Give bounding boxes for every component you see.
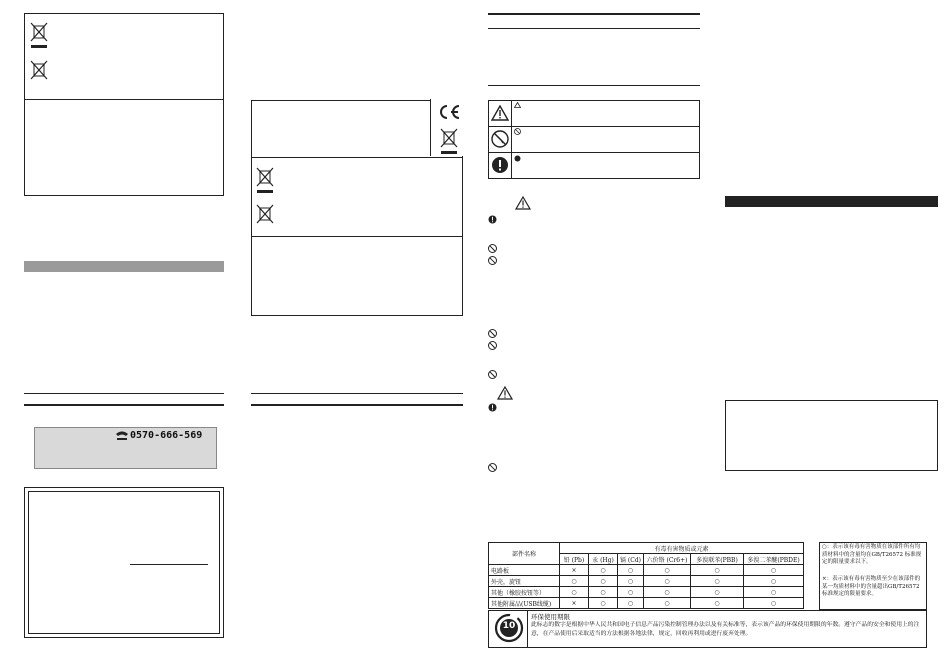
no-disassemble-icon — [488, 370, 497, 379]
rohs-part-name: 电路板 — [489, 565, 560, 576]
prohibit-icon — [488, 256, 497, 265]
crossed-bin-bar-icon — [256, 167, 274, 195]
navi-dial-logo-icon — [115, 430, 129, 442]
ce-box-divider-1 — [251, 157, 463, 158]
rohs-mark: ○ — [560, 587, 589, 598]
table-row — [489, 565, 804, 576]
rohs-mark: ○ — [644, 576, 691, 587]
rohs-mark: ○ — [618, 565, 644, 576]
no-disassemble-icon — [488, 329, 497, 338]
rohs-col-header: 六价铬 (Cr6+) — [644, 554, 691, 565]
warning-triangle-icon — [491, 105, 509, 121]
mandatory-dot-icon — [514, 155, 521, 162]
contact-phone-number: 0570-666-569 — [130, 430, 203, 441]
rohs-part-name: 其他（橡胶按钮等） — [489, 587, 560, 598]
warranty-box-inner — [28, 491, 220, 634]
crossed-bin-bar-icon — [440, 128, 458, 156]
rohs-note-x: ×：表示该有毒有害物质至少在该部件的某一均质材料中的含量超出GB/T26572 标准规定的限量要求。 — [822, 576, 921, 597]
no-disassemble-icon — [488, 244, 497, 253]
mandatory-icon — [488, 215, 497, 224]
rohs-part-name: 外壳，旋钮 — [489, 576, 560, 587]
section-header-bar — [24, 261, 224, 272]
epup-label: 10 — [502, 621, 516, 631]
rohs-mark: ○ — [644, 598, 691, 609]
no-disassemble-icon — [488, 341, 497, 350]
warning-triangle-icon — [515, 196, 531, 210]
rohs-mark: ○ — [744, 565, 804, 576]
rohs-mark: ○ — [744, 587, 804, 598]
ce-mark-icon — [437, 104, 461, 120]
section-rule-bottom — [251, 404, 463, 406]
rohs-mark: × — [560, 565, 589, 576]
signature-line — [130, 564, 208, 565]
rohs-mark: ○ — [691, 587, 744, 598]
legend-row-divider — [488, 152, 700, 153]
section-rule-top — [24, 393, 224, 394]
section-rule-top — [251, 393, 463, 394]
rohs-mark: ○ — [589, 598, 618, 609]
rohs-mark: ○ — [644, 587, 691, 598]
mandatory-icon — [488, 403, 497, 412]
rohs-mark: ○ — [618, 587, 644, 598]
symbol-legend-table — [488, 100, 700, 179]
table-row — [489, 576, 804, 587]
legend-row-divider — [488, 126, 700, 127]
prohibit-icon — [514, 128, 521, 135]
weee-box-divider — [24, 99, 224, 100]
crossed-bin-bar-icon — [30, 22, 48, 50]
section-header-bar-dark — [725, 196, 938, 207]
rohs-mark: ○ — [691, 576, 744, 587]
ce-box-divider-2 — [251, 236, 463, 237]
weee-info-box — [24, 13, 224, 196]
table-row — [489, 598, 804, 609]
epup-logo-divider — [527, 610, 528, 648]
epup-text: 此标志的数字是根据中华人民共和国电子信息产品污染控制管理办法以及有关标准等，表示该产品的环保使用期限的年数。遵守产品的安全和使用上的注意，在产品使用后采取适当的方法根据各地法律，规定，回收再利用或进行废弃处理。 — [531, 622, 920, 637]
rohs-mark: ○ — [589, 587, 618, 598]
legend-col-divider — [511, 100, 512, 179]
safety-rule-top — [488, 13, 700, 15]
rohs-header-group: 有毒有害物质或元素 — [560, 543, 804, 554]
epup-title: 环保使用期限 — [531, 613, 570, 621]
prohibit-icon — [488, 463, 497, 472]
rohs-col-header: 镉 (Cd) — [618, 554, 644, 565]
crossed-bin-icon — [256, 204, 274, 224]
rohs-mark: × — [560, 598, 589, 609]
rohs-col-header: 汞 (Hg) — [589, 554, 618, 565]
rohs-col-header: 铅 (Pb) — [560, 554, 589, 565]
rohs-mark: ○ — [589, 576, 618, 587]
warning-triangle-icon — [497, 386, 513, 400]
safety-rule-mid — [488, 28, 700, 29]
no-disassemble-icon — [491, 130, 509, 148]
safety-rule-bottom — [488, 85, 700, 86]
rohs-mark: ○ — [744, 598, 804, 609]
rohs-mark: ○ — [618, 576, 644, 587]
rohs-header-part: 部件名称 — [489, 543, 560, 565]
small-triangle-icon — [514, 102, 521, 108]
mandatory-icon — [491, 156, 509, 174]
rohs-col-header: 多溴二苯醚(PBDE) — [744, 554, 804, 565]
rohs-table — [488, 542, 804, 609]
rohs-mark: ○ — [644, 565, 691, 576]
rohs-col-header: 多溴联苯(PBB) — [691, 554, 744, 565]
rohs-note-o: ○：表示该有毒有害物质在该部件所有均质材料中的含量均在GB/T26572 标准规定的限量要求以下。 — [822, 544, 922, 565]
rohs-mark: ○ — [691, 565, 744, 576]
rohs-mark: ○ — [691, 598, 744, 609]
rohs-mark: ○ — [618, 598, 644, 609]
crossed-bin-icon — [30, 60, 48, 80]
rohs-mark: ○ — [589, 565, 618, 576]
rohs-mark: ○ — [744, 576, 804, 587]
table-row — [489, 587, 804, 598]
rohs-mark: ○ — [560, 576, 589, 587]
section-rule-bottom — [24, 404, 224, 406]
rohs-part-name: 其他附属品(USB线缆) — [489, 598, 560, 609]
contact-phone-box — [34, 427, 217, 469]
note-box — [725, 400, 938, 471]
